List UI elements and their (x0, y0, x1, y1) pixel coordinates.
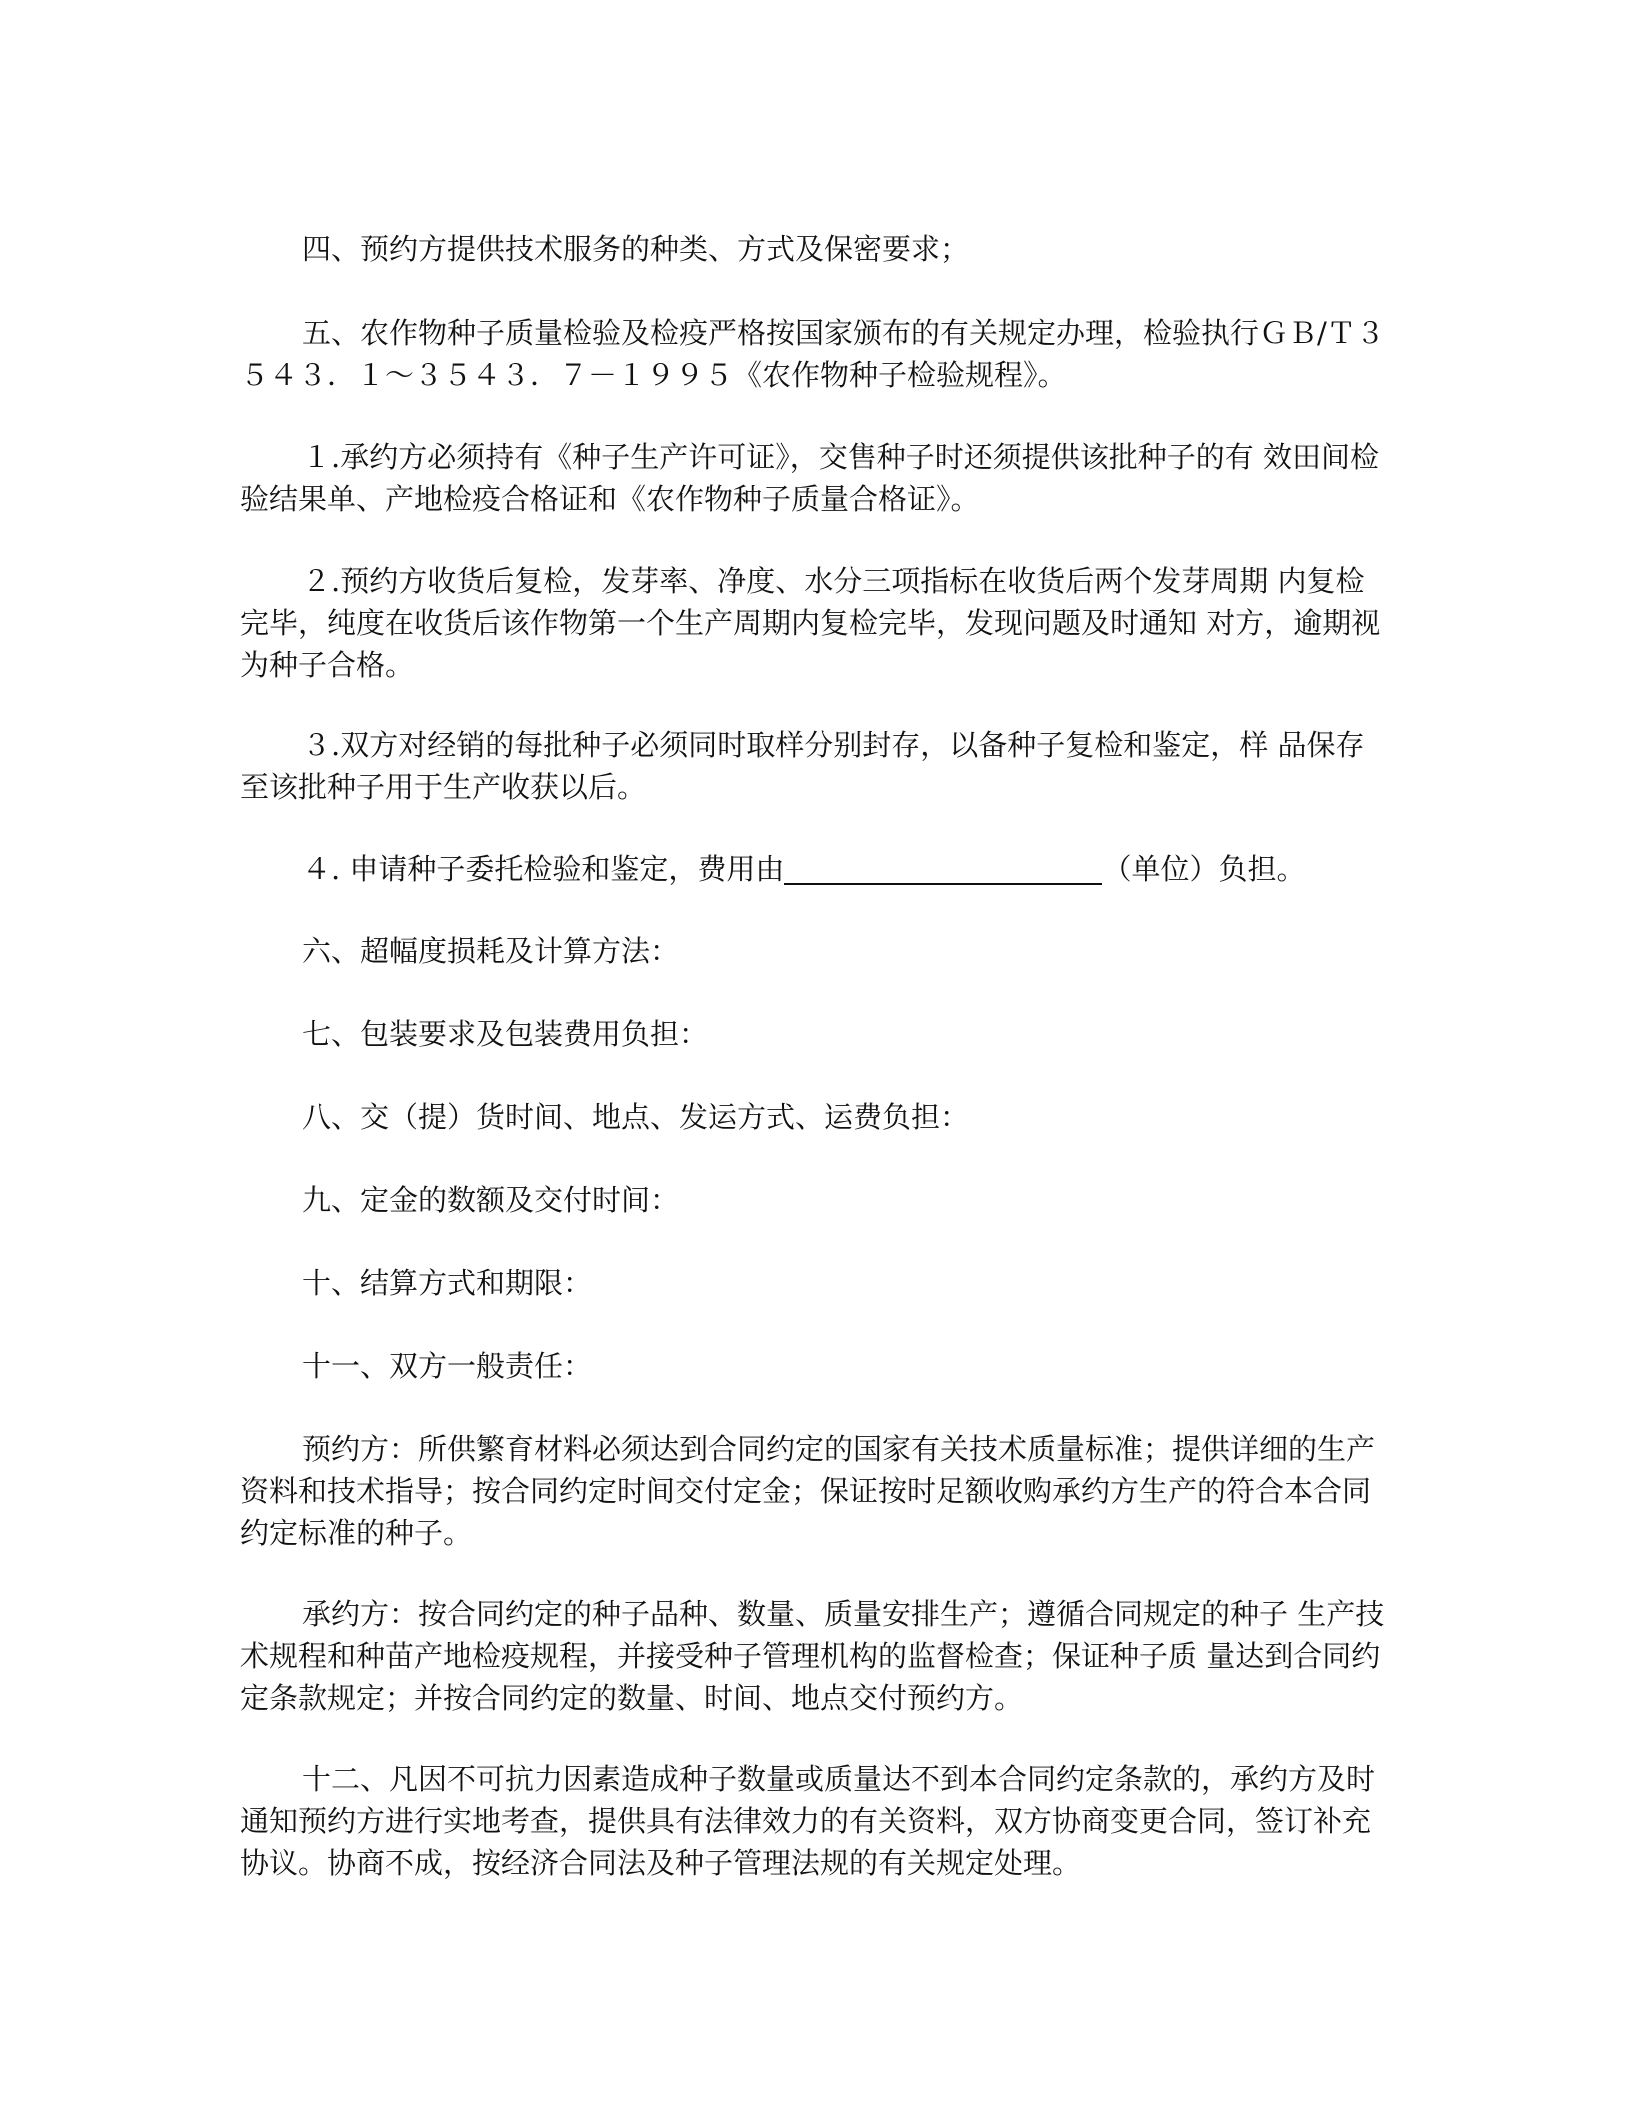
paragraph-clause-12: 十二、凡因不可抗力因素造成种子数量或质量达不到本合同约定条款的，承约方及时通知预约方进行实地考查，提供具有法律效力的有关资料，双方协商变更合同，签订补充协议。协商不成，按经济合同法及种子管理法规的有关规定处理。 (240, 1762, 1376, 1880)
clause-5-4-text-before: ４. 申请种子委托检验和鉴定，费用由 (302, 852, 785, 886)
paragraph-clause-10: 十、结算方式和期限： (302, 1266, 593, 1300)
paragraph-clause-5-4 (240, 848, 1385, 890)
paragraph-clause-11-party-b: 承约方：按合同约定的种子品种、数量、质量安排生产；遵循合同规定的种子 生产技术规程和种苗产地检疫规程，并接受种子管理机构的监督检查；保证种子质 量达到合同约定条款规定；并按合同约定的数量、时间、地点交付预约方。 (240, 1597, 1385, 1715)
paragraph-clause-11-party-a: 预约方：所供繁育材料必须达到合同约定的国家有关技术质量标准；提供详细的生产资料和技术指导；按合同约定时间交付定金；保证按时足额收购承约方生产的符合本合同约定标准的种子。 (240, 1432, 1376, 1550)
paragraph-clause-4: 四、预约方提供技术服务的种类、方式及保密要求； (302, 232, 970, 266)
clause-5-4-text-after: （单位）负担。 (1102, 852, 1306, 886)
paragraph-clause-5-1: １.承约方必须持有《种子生产许可证》，交售种子时还须提供该批种子的有 效田间检验结果单、产地检疫合格证和《农作物种子质量合格证》。 (240, 440, 1379, 516)
paragraph-clause-9: 九、定金的数额及交付时间： (302, 1183, 680, 1217)
paragraph-clause-7: 七、包装要求及包装费用负担： (302, 1017, 709, 1051)
paragraph-clause-5-3: ３.双方对经销的每批种子必须同时取样分别封存，以备种子复检和鉴定，样 品保存至该批种子用于生产收获以后。 (240, 728, 1365, 804)
paragraph-clause-5-2: ２.预约方收货后复检，发芽率、净度、水分三项指标在收货后两个发芽周期 内复检完毕，纯度在收货后该作物第一个生产周期内复检完毕，发现问题及时通知 对方，逾期视为种子合格。 (240, 564, 1381, 682)
paragraph-clause-11: 十一、双方一般责任： (302, 1349, 593, 1383)
fill-in-blank-unit (784, 853, 1102, 885)
paragraph-clause-8: 八、交（提）货时间、地点、发运方式、运费负担： (302, 1100, 970, 1134)
paragraph-clause-5: 五、农作物种子质量检验及检疫严格按国家颁布的有关规定办理，检验执行ＧＢ/Ｔ３５４３．１～３５４３．７－１９９５《农作物种子检验规程》。 (240, 316, 1385, 392)
paragraph-clause-6: 六、超幅度损耗及计算方法： (302, 934, 680, 968)
